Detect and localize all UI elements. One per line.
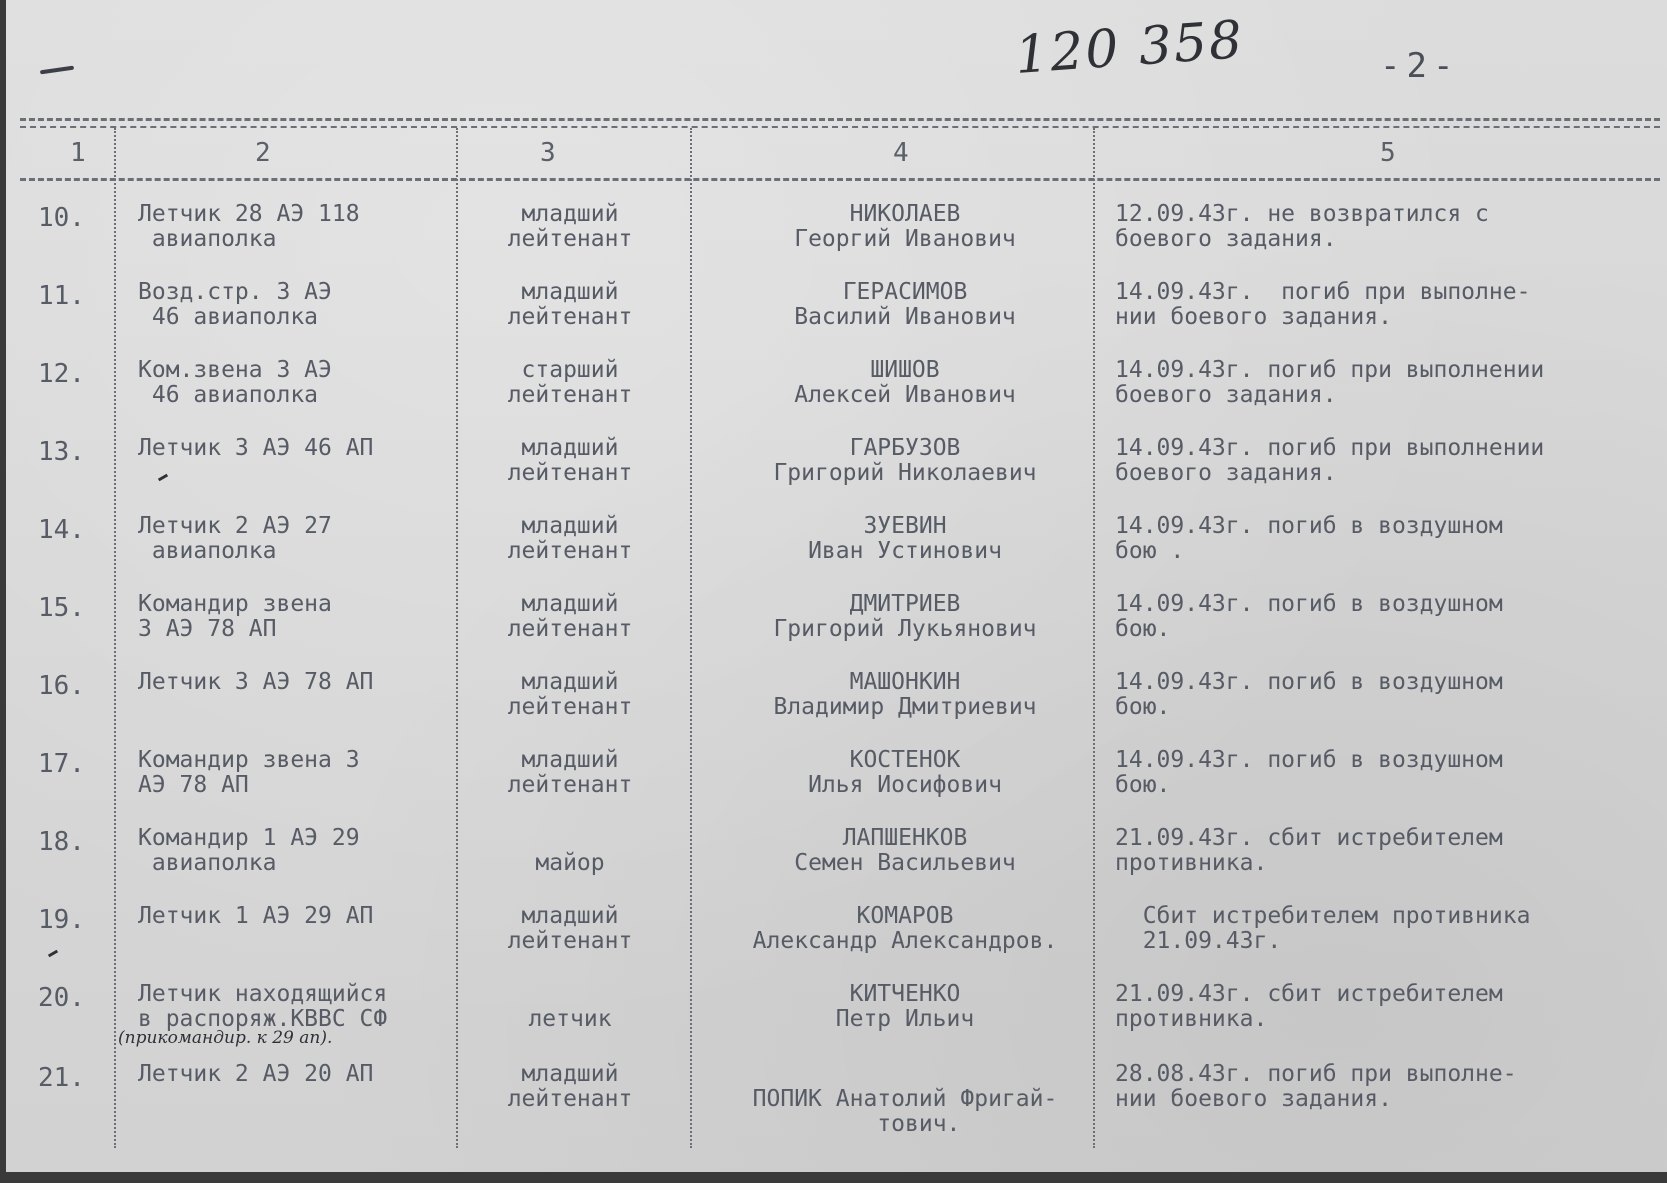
fate-line-2: бою.	[1115, 772, 1171, 798]
rank-line-1: младший	[521, 201, 619, 227]
rank-line-2: лейтенант	[507, 694, 633, 720]
rank-line-1: младший	[521, 513, 619, 539]
fate-line-1: 21.09.43г. сбит истребителем	[1115, 981, 1503, 1007]
given-names: Семен Васильевич	[794, 850, 1016, 876]
surname: ГЕРАСИМОВ	[842, 279, 968, 305]
surname: КОМАРОВ	[856, 903, 954, 929]
fate-line-2: боевого задания.	[1115, 460, 1337, 486]
fate-line-2: боевого задания.	[1115, 382, 1337, 408]
position-line-1: Командир звена 3	[138, 747, 360, 773]
given-names: Илья Иосифович	[808, 772, 1002, 798]
row-number: 12.	[38, 359, 85, 389]
row-number: 10.	[38, 203, 85, 233]
fate-line-1: 14.09.43г. погиб при выполне-	[1115, 279, 1531, 305]
row-number: 19.	[38, 905, 85, 935]
column-header-1: 1	[70, 138, 86, 168]
fate-line-2: бою .	[1115, 538, 1185, 564]
given-names: Владимир Дмитриевич	[773, 694, 1037, 720]
table-row	[0, 904, 1667, 982]
fate-line-2: бою.	[1115, 694, 1171, 720]
position-line-1: Командир звена	[138, 591, 332, 617]
table-row	[0, 826, 1667, 904]
surname: ГАРБУЗОВ	[849, 435, 961, 461]
position-line-2: авиаполка	[138, 850, 277, 876]
pencil-tick-mark	[48, 950, 58, 958]
position-line-1: Летчик 3 АЭ 46 АП	[138, 435, 374, 461]
table-row	[0, 202, 1667, 280]
fate-line-2: 21.09.43г.	[1115, 928, 1282, 954]
fate-line-1: 14.09.43г. погиб в воздушном	[1115, 513, 1503, 539]
row-number: 15.	[38, 593, 85, 623]
rank-line-2: лейтенант	[507, 772, 633, 798]
row-number: 16.	[38, 671, 85, 701]
rank-line-1: старший	[521, 357, 619, 383]
surname: НИКОЛАЕВ	[849, 201, 961, 227]
name-line-2: ПОПИК Анатолий Фригай-	[752, 1086, 1058, 1112]
fate-line-1: 14.09.43г. погиб при выполнении	[1115, 357, 1545, 383]
fate-line-2: бою.	[1115, 616, 1171, 642]
fate-line-1: 14.09.43г. погиб в воздушном	[1115, 747, 1503, 773]
table-row	[0, 670, 1667, 748]
surname: МАШОНКИН	[849, 669, 961, 695]
column-header-3: 3	[540, 138, 556, 168]
fate-line-1: 14.09.43г. погиб при выполнении	[1115, 435, 1545, 461]
column-header-5: 5	[1380, 138, 1396, 168]
position-line-2: 3 АЭ 78 АП	[138, 616, 277, 642]
table-row	[0, 358, 1667, 436]
rank-line-2: лейтенант	[507, 460, 633, 486]
position-line-2: авиаполка	[138, 226, 277, 252]
given-names: Александр Александров.	[752, 928, 1058, 954]
position-line-1: Ком.звена 3 АЭ	[138, 357, 332, 383]
table-top-rule	[20, 118, 1660, 121]
rank-line-1: младший	[521, 669, 619, 695]
row-number: 18.	[38, 827, 85, 857]
rank-line-2: лейтенант	[507, 538, 633, 564]
fate-line-2: нии боевого задания.	[1115, 304, 1392, 330]
table-row	[0, 748, 1667, 826]
position-line-1: Возд.стр. 3 АЭ	[138, 279, 332, 305]
rank-line-1: младший	[521, 1061, 619, 1087]
fate-line-1: 14.09.43г. погиб в воздушном	[1115, 669, 1503, 695]
position-line-1: Летчик 3 АЭ 78 АП	[138, 669, 374, 695]
table-row	[0, 436, 1667, 514]
rank-line-2: майор	[535, 850, 605, 876]
row-number: 13.	[38, 437, 85, 467]
position-line-1: Летчик 28 АЭ 118	[138, 201, 360, 227]
rank-line-1: младший	[521, 591, 619, 617]
table-top-rule-2	[20, 126, 1660, 128]
header-bottom-rule	[20, 178, 1660, 181]
surname: ЛАПШЕНКОВ	[842, 825, 968, 851]
given-names: Василий Иванович	[794, 304, 1016, 330]
fate-line-1: Сбит истребителем противника	[1115, 903, 1531, 929]
rank-line-1: младший	[521, 279, 619, 305]
table-row	[0, 982, 1667, 1060]
position-line-1: Летчик находящийся	[138, 981, 388, 1007]
rank-line-1: младший	[521, 903, 619, 929]
rank-line-2: летчик	[528, 1006, 612, 1032]
table-row	[0, 280, 1667, 358]
surname: ДМИТРИЕВ	[849, 591, 961, 617]
rank-line-1: младший	[521, 435, 619, 461]
fate-line-1: 28.08.43г. погиб при выполне-	[1115, 1061, 1517, 1087]
given-names: Петр Ильич	[835, 1006, 975, 1032]
rank-line-2: лейтенант	[507, 382, 633, 408]
given-names: Иван Устинович	[808, 538, 1002, 564]
rank-line-2: лейтенант	[507, 928, 633, 954]
table-row	[0, 1062, 1667, 1162]
fate-line-1: 14.09.43г. погиб в воздушном	[1115, 591, 1503, 617]
page-number: -2-	[1380, 46, 1460, 86]
surname: КОСТЕНОК	[849, 747, 961, 773]
fate-line-2: противника.	[1115, 850, 1268, 876]
position-line-2: авиаполка	[138, 538, 277, 564]
archive-number: 120 358	[1013, 10, 1246, 86]
rank-line-2: лейтенант	[507, 616, 633, 642]
column-header-4: 4	[893, 138, 909, 168]
handwritten-annotation: (прикомандир. к 29 ап).	[118, 1028, 333, 1048]
surname: ШИШОВ	[870, 357, 940, 383]
rank-line-1: младший	[521, 747, 619, 773]
row-number: 14.	[38, 515, 85, 545]
rank-line-2: лейтенант	[507, 226, 633, 252]
fate-line-2: нии боевого задания.	[1115, 1086, 1392, 1112]
table-row	[0, 514, 1667, 592]
margin-mark	[40, 66, 74, 75]
position-line-1: Летчик 2 АЭ 20 АП	[138, 1061, 374, 1087]
column-header-2: 2	[255, 138, 271, 168]
surname: КИТЧЕНКО	[849, 981, 961, 1007]
fate-line-2: противника.	[1115, 1006, 1268, 1032]
given-names: Алексей Иванович	[794, 382, 1016, 408]
row-number: 11.	[38, 281, 85, 311]
scan-edge-bottom	[0, 1172, 1667, 1183]
given-names: Георгий Иванович	[794, 226, 1016, 252]
row-number: 20.	[38, 983, 85, 1013]
fate-line-2: боевого задания.	[1115, 226, 1337, 252]
position-line-2: 46 авиаполка	[138, 304, 319, 330]
fate-line-1: 21.09.43г. сбит истребителем	[1115, 825, 1503, 851]
position-line-1: Летчик 1 АЭ 29 АП	[138, 903, 374, 929]
given-names: Григорий Николаевич	[773, 460, 1037, 486]
pencil-tick-mark	[158, 474, 168, 482]
fate-line-1: 12.09.43г. не возвратился с	[1115, 201, 1489, 227]
row-number: 21.	[38, 1063, 85, 1093]
rank-line-2: лейтенант	[507, 1086, 633, 1112]
position-line-1: Летчик 2 АЭ 27	[138, 513, 332, 539]
position-line-2: в распоряж.КВВС СФ	[138, 1006, 388, 1032]
row-number: 17.	[38, 749, 85, 779]
given-names: Григорий Лукьянович	[773, 616, 1037, 642]
position-line-1: Командир 1 АЭ 29	[138, 825, 360, 851]
position-line-2: АЭ 78 АП	[138, 772, 249, 798]
rank-line-2: лейтенант	[507, 304, 633, 330]
surname: ЗУЕВИН	[863, 513, 947, 539]
name-line-3: тович.	[849, 1111, 961, 1137]
table-row	[0, 592, 1667, 670]
position-line-2: 46 авиаполка	[138, 382, 319, 408]
